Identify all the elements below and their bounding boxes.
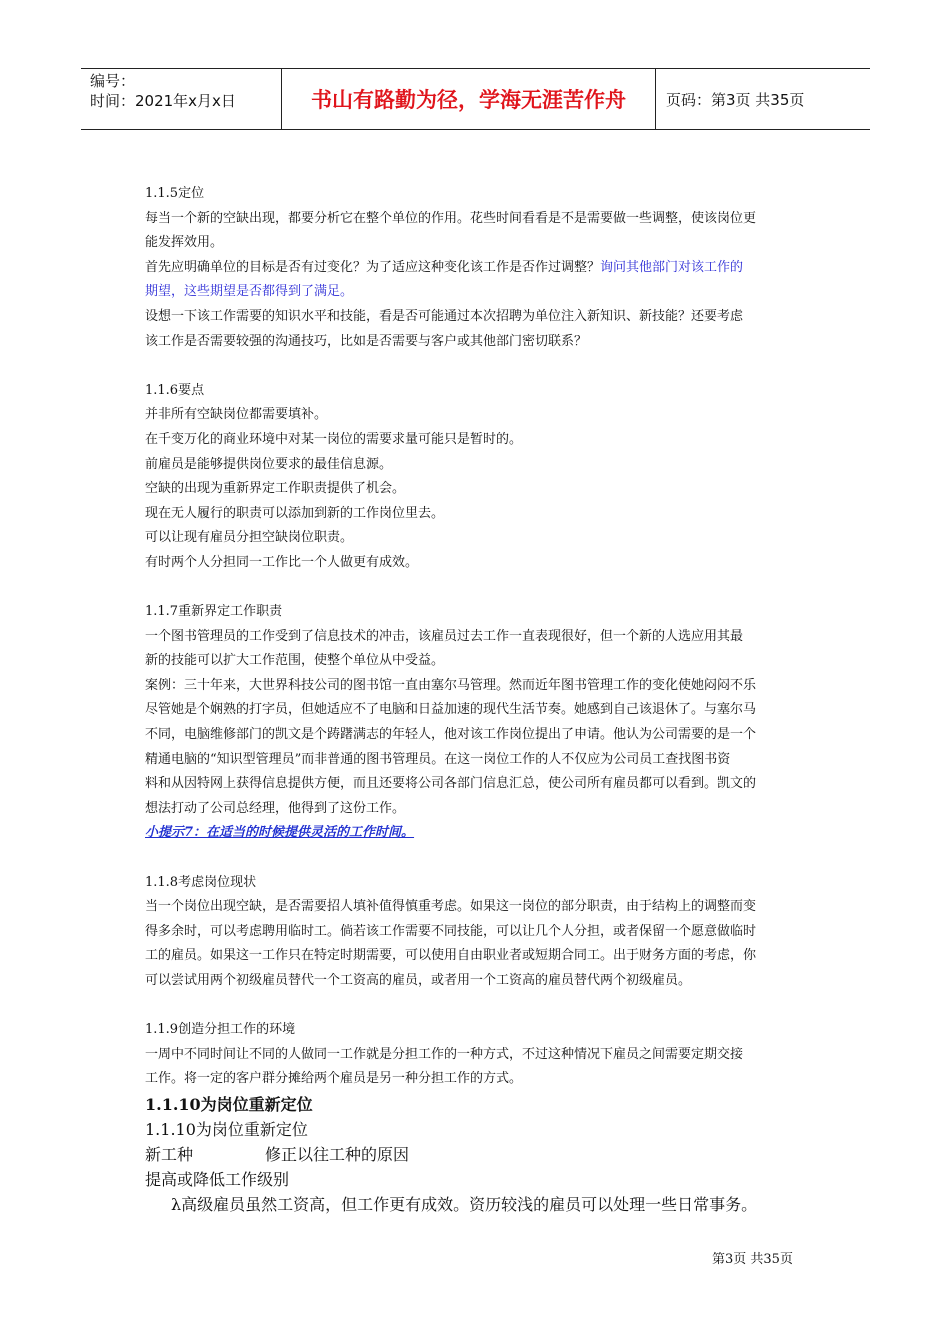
paragraph-line: 可以尝试用两个初级雇员替代一个工资高的雇员，或者用一个工资高的雇员替代两个初级雇员。 [145, 973, 692, 988]
list-item: 前雇员是能够提供岗位要求的最佳信息源。 [145, 456, 393, 472]
section-title: 1.1.5定位 [145, 186, 205, 201]
highlighted-text: 期望，这些期望是否都得到了满足。 [145, 284, 354, 300]
paragraph-line: 当一个岗位出现空缺，是否需要招人填补值得慎重考虑。如果这一岗位的部分职责，由于结构上的调整而变 [145, 899, 757, 915]
number-label: 编号： [90, 72, 136, 90]
paragraph-line: 不同，电脑维修部门的凯文是个踌躇满志的年轻人，他对该工作岗位提出了申请。他认为公司需要的是一个 [145, 727, 757, 743]
section-title: 1.1.9创造分担工作的环境 [145, 1022, 296, 1038]
paragraph-line: 每当一个新的空缺出现，都要分析它在整个单位的作用。花些时间看看是不是需要做一些调整，使该岗位更 [145, 210, 757, 226]
paragraph-line: 工的雇员。如果这一工作只在特定时期需要，可以使用自由职业者或短期合同工。出于财务方面的考虑，你 [145, 948, 757, 964]
section-title: 1.1.6要点 [145, 382, 205, 398]
section-heading: 1.1.10为岗位重新定位 [145, 1119, 308, 1139]
page-header [81, 68, 870, 130]
table-row: 提高或降低工作级别 [145, 1169, 290, 1189]
list-item: 有时两个人分担同一工作比一个人做更有成效。 [145, 554, 419, 570]
highlighted-text: 询问其他部门对该工作的 [600, 259, 744, 275]
paragraph-line: 工作。将一定的客户群分摊给两个雇员是另一种分担工作的方式。 [145, 1071, 523, 1087]
header-meta [81, 69, 282, 129]
table-cell: 新工种 [145, 1144, 194, 1164]
section-title: 1.1.8考虑岗位现状 [145, 874, 257, 890]
paragraph-line: 一个图书管理员的工作受到了信息技术的冲击，该雇员过去工作一直表现很好，但一个新的人选应用其最 [145, 628, 744, 644]
paragraph-line: 新的技能可以扩大工作范围，使整个单位从中受益。 [145, 653, 445, 669]
tip-link[interactable]: 小提示7：在适当的时候提供灵活的工作时间。 [145, 825, 415, 841]
section-heading-bold: 1.1.10为岗位重新定位 [145, 1094, 313, 1114]
document-body [145, 182, 810, 1217]
paragraph-line: 精通电脑的“知识型管理员”而非普通的图书管理员。在这一岗位工作的人不仅应为公司员工查找图书资 [145, 751, 731, 767]
list-item: 在千变万化的商业环境中对某一岗位的需要求量可能只是暂时的。 [145, 431, 523, 447]
table-row [145, 1142, 810, 1167]
list-item: 并非所有空缺岗位都需要填补。 [145, 407, 328, 423]
paragraph-line: 案例：三十年来，大世界科技公司的图书馆一直由塞尔马管理。然而近年图书管理工作的变化使她闷闷不乐 [145, 677, 757, 693]
paragraph-line: 设想一下该工作需要的知识水平和技能，看是否可能通过本次招聘为单位注入新知识、新技能？还要考虑 [145, 308, 744, 324]
header-motto: 书山有路勤为径，学海无涯苦作舟 [282, 69, 656, 129]
paragraph-line: 料和从因特网上获得信息提供方便，而且还要将公司各部门信息汇总，使公司所有雇员都可以看到。凯文的 [145, 776, 757, 792]
paragraph-line: 想法打动了公司总经理，他得到了这份工作。 [145, 800, 406, 816]
table-cell: 修正以往工种的原因 [265, 1144, 410, 1164]
list-item: 现在无人履行的职责可以添加到新的工作岗位里去。 [145, 505, 445, 521]
paragraph-line: 尽管她是个娴熟的打字员，但她适应不了电脑和日益加速的现代生活节奏。她感到自己该退休了。与塞尔马 [145, 702, 757, 718]
header-page-number: 页码：第3页 共35页 [666, 90, 805, 109]
list-item: 可以让现有雇员分担空缺岗位职责。 [145, 530, 354, 546]
paragraph-text: 首先应明确单位的目标是否有过变化？为了适应这种变化该工作是否作过调整？ [145, 259, 601, 275]
time-label: 时间：2021年x月x日 [90, 92, 236, 110]
section-title: 1.1.7重新界定工作职责 [145, 604, 283, 620]
paragraph-line: 能发挥效用。 [145, 235, 224, 251]
paragraph-line [145, 256, 810, 281]
bullet-item: λ高级雇员虽然工资高，但工作更有成效。资历较浅的雇员可以处理一些日常事务。 [171, 1194, 758, 1214]
paragraph-line: 得多余时，可以考虑聘用临时工。倘若该工作需要不同技能，可以让几个人分担，或者保留一个愿意做临时 [145, 923, 757, 939]
paragraph-line: 一周中不同时间让不同的人做同一工作就是分担工作的一种方式，不过这种情况下雇员之间需要定期交接 [145, 1046, 744, 1062]
paragraph-line: 该工作是否需要较强的沟通技巧，比如是否需要与客户或其他部门密切联系？ [145, 333, 588, 349]
list-item: 空缺的出现为重新界定工作职责提供了机会。 [145, 481, 406, 497]
page-footer: 第3页 共35页 [712, 1252, 793, 1267]
